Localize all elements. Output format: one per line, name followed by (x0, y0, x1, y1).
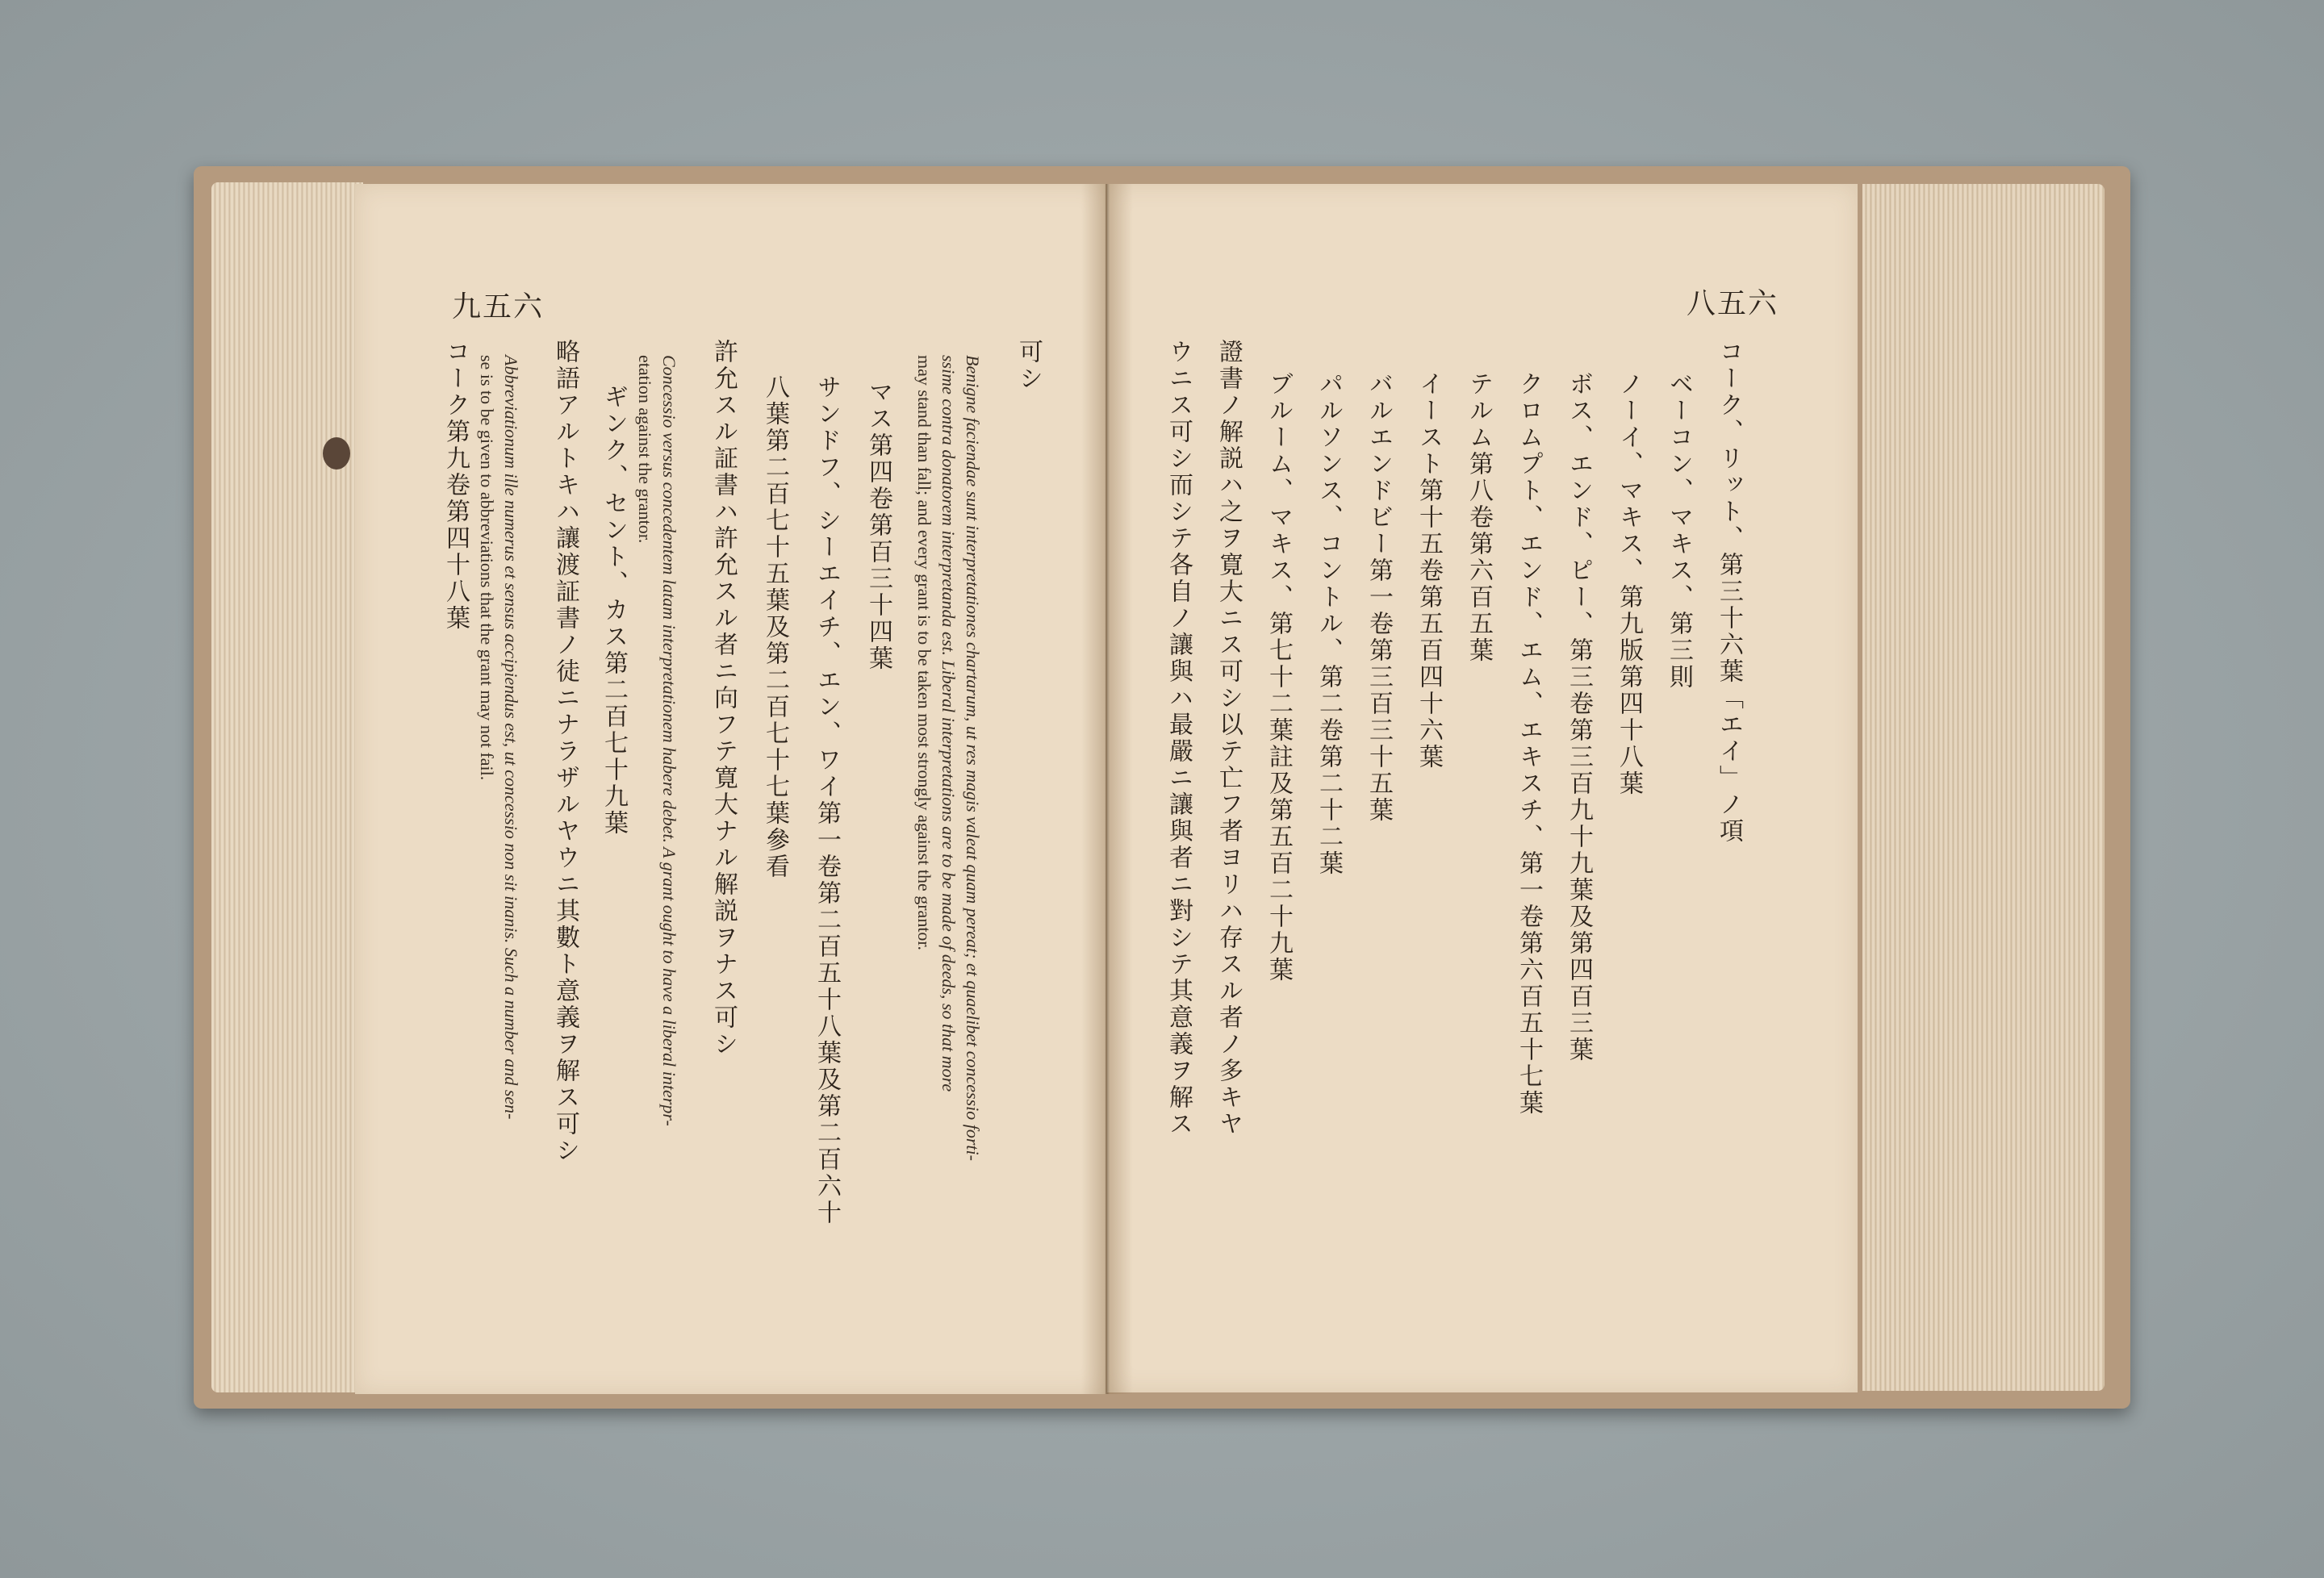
right-col-9: パルソンス、コントル、第二卷第二十二葉 (1315, 371, 1343, 877)
left-col-9: Concessio versus concedentem latam interpretationem habere debet. A grant ought to have a liberal interpr- (659, 355, 679, 1126)
left-col-5: マス第四卷第百三十四葉 (864, 379, 892, 672)
right-col-11: 證書ノ解説ハ之ヲ寛大ニス可シ以テ亡フ者ヨリハ存スル者ノ多キヤ (1214, 339, 1243, 1138)
page-number-left: 九五六 (452, 290, 545, 324)
left-col-1: 可シ (1014, 339, 1043, 392)
right-col-10: ブルーム、マキス、第七十二葉註及第五百二十九葉 (1264, 371, 1293, 983)
left-col-7: 八葉第二百七十五葉及第二百七十七葉參看 (761, 374, 789, 880)
right-col-12: ウニス可シ而シテ各自ノ讓與ハ最嚴ニ讓與者ニ對シテ其意義ヲ解ス (1164, 339, 1193, 1138)
left-col-13: Abbreviationum ille numerus et sensus accipiendus est, ut concessio non sit inanis. Such a number and sen- (501, 355, 521, 1120)
left-page-edges (211, 182, 363, 1392)
right-col-3: ノーイ、マキス、第九版第四十八葉 (1615, 371, 1643, 797)
left-col-15: コーク第九卷第四十八葉 (441, 339, 470, 632)
right-col-2: ベーコン、マキス、第三則 (1665, 371, 1693, 691)
left-col-4: may stand than fall; and every grant is to be taken most strongly against the grantor. (914, 355, 934, 951)
left-col-12: 略語アルトキハ讓渡証書ノ徒ニナラザルヤウニ其數ト意義ヲ解ス可シ (551, 339, 579, 1164)
right-col-8: バルエンドビー第一卷第三百三十五葉 (1365, 371, 1393, 824)
right-col-5: クロムプト、エンド、エム、エキスチ、第一卷第六百五十七葉 (1515, 371, 1543, 1117)
page-number-right: 八五六 (1687, 287, 1779, 320)
left-col-10: etation against the grantor. (635, 355, 655, 544)
right-col-6: テルム第八卷第六百五葉 (1465, 371, 1493, 664)
ink-stain (323, 437, 350, 470)
left-col-8: 許允スル証書ハ許允スル者ニ向フテ寛大ナル解説ヲナス可シ (709, 339, 738, 1058)
left-col-2: Benigne faciendae sunt interpretationes chartarum, ut res magis valeat quam pereat; et quaelibet concessio forti- (963, 355, 983, 1161)
left-col-11: ギンク、セント、カス第二百七十九葉 (600, 384, 628, 837)
show-through-text (1799, 339, 1832, 610)
right-col-7: イースト第十五卷第五百四十六葉 (1415, 371, 1443, 770)
left-col-6: サンドフ、シーエイチ、エン、ワイ第一卷第二百五十八葉及第二百六十 (813, 374, 841, 1226)
right-page-edges (1862, 184, 2105, 1391)
left-col-14: se is to be given to abbreviations that the grant may not fail. (477, 355, 497, 781)
book-gutter (1081, 184, 1133, 1394)
left-col-3: ssime contra donatorem interpretanda est. Liberal interpretations are to be made of deeds, so that more (938, 355, 959, 1092)
right-col-1: コーク、リット、第三十六葉「エイ」ノ項 (1715, 339, 1743, 845)
right-col-4: ボス、エンド、ピー、第三卷第三百九十九葉及第四百三葉 (1565, 371, 1593, 1063)
